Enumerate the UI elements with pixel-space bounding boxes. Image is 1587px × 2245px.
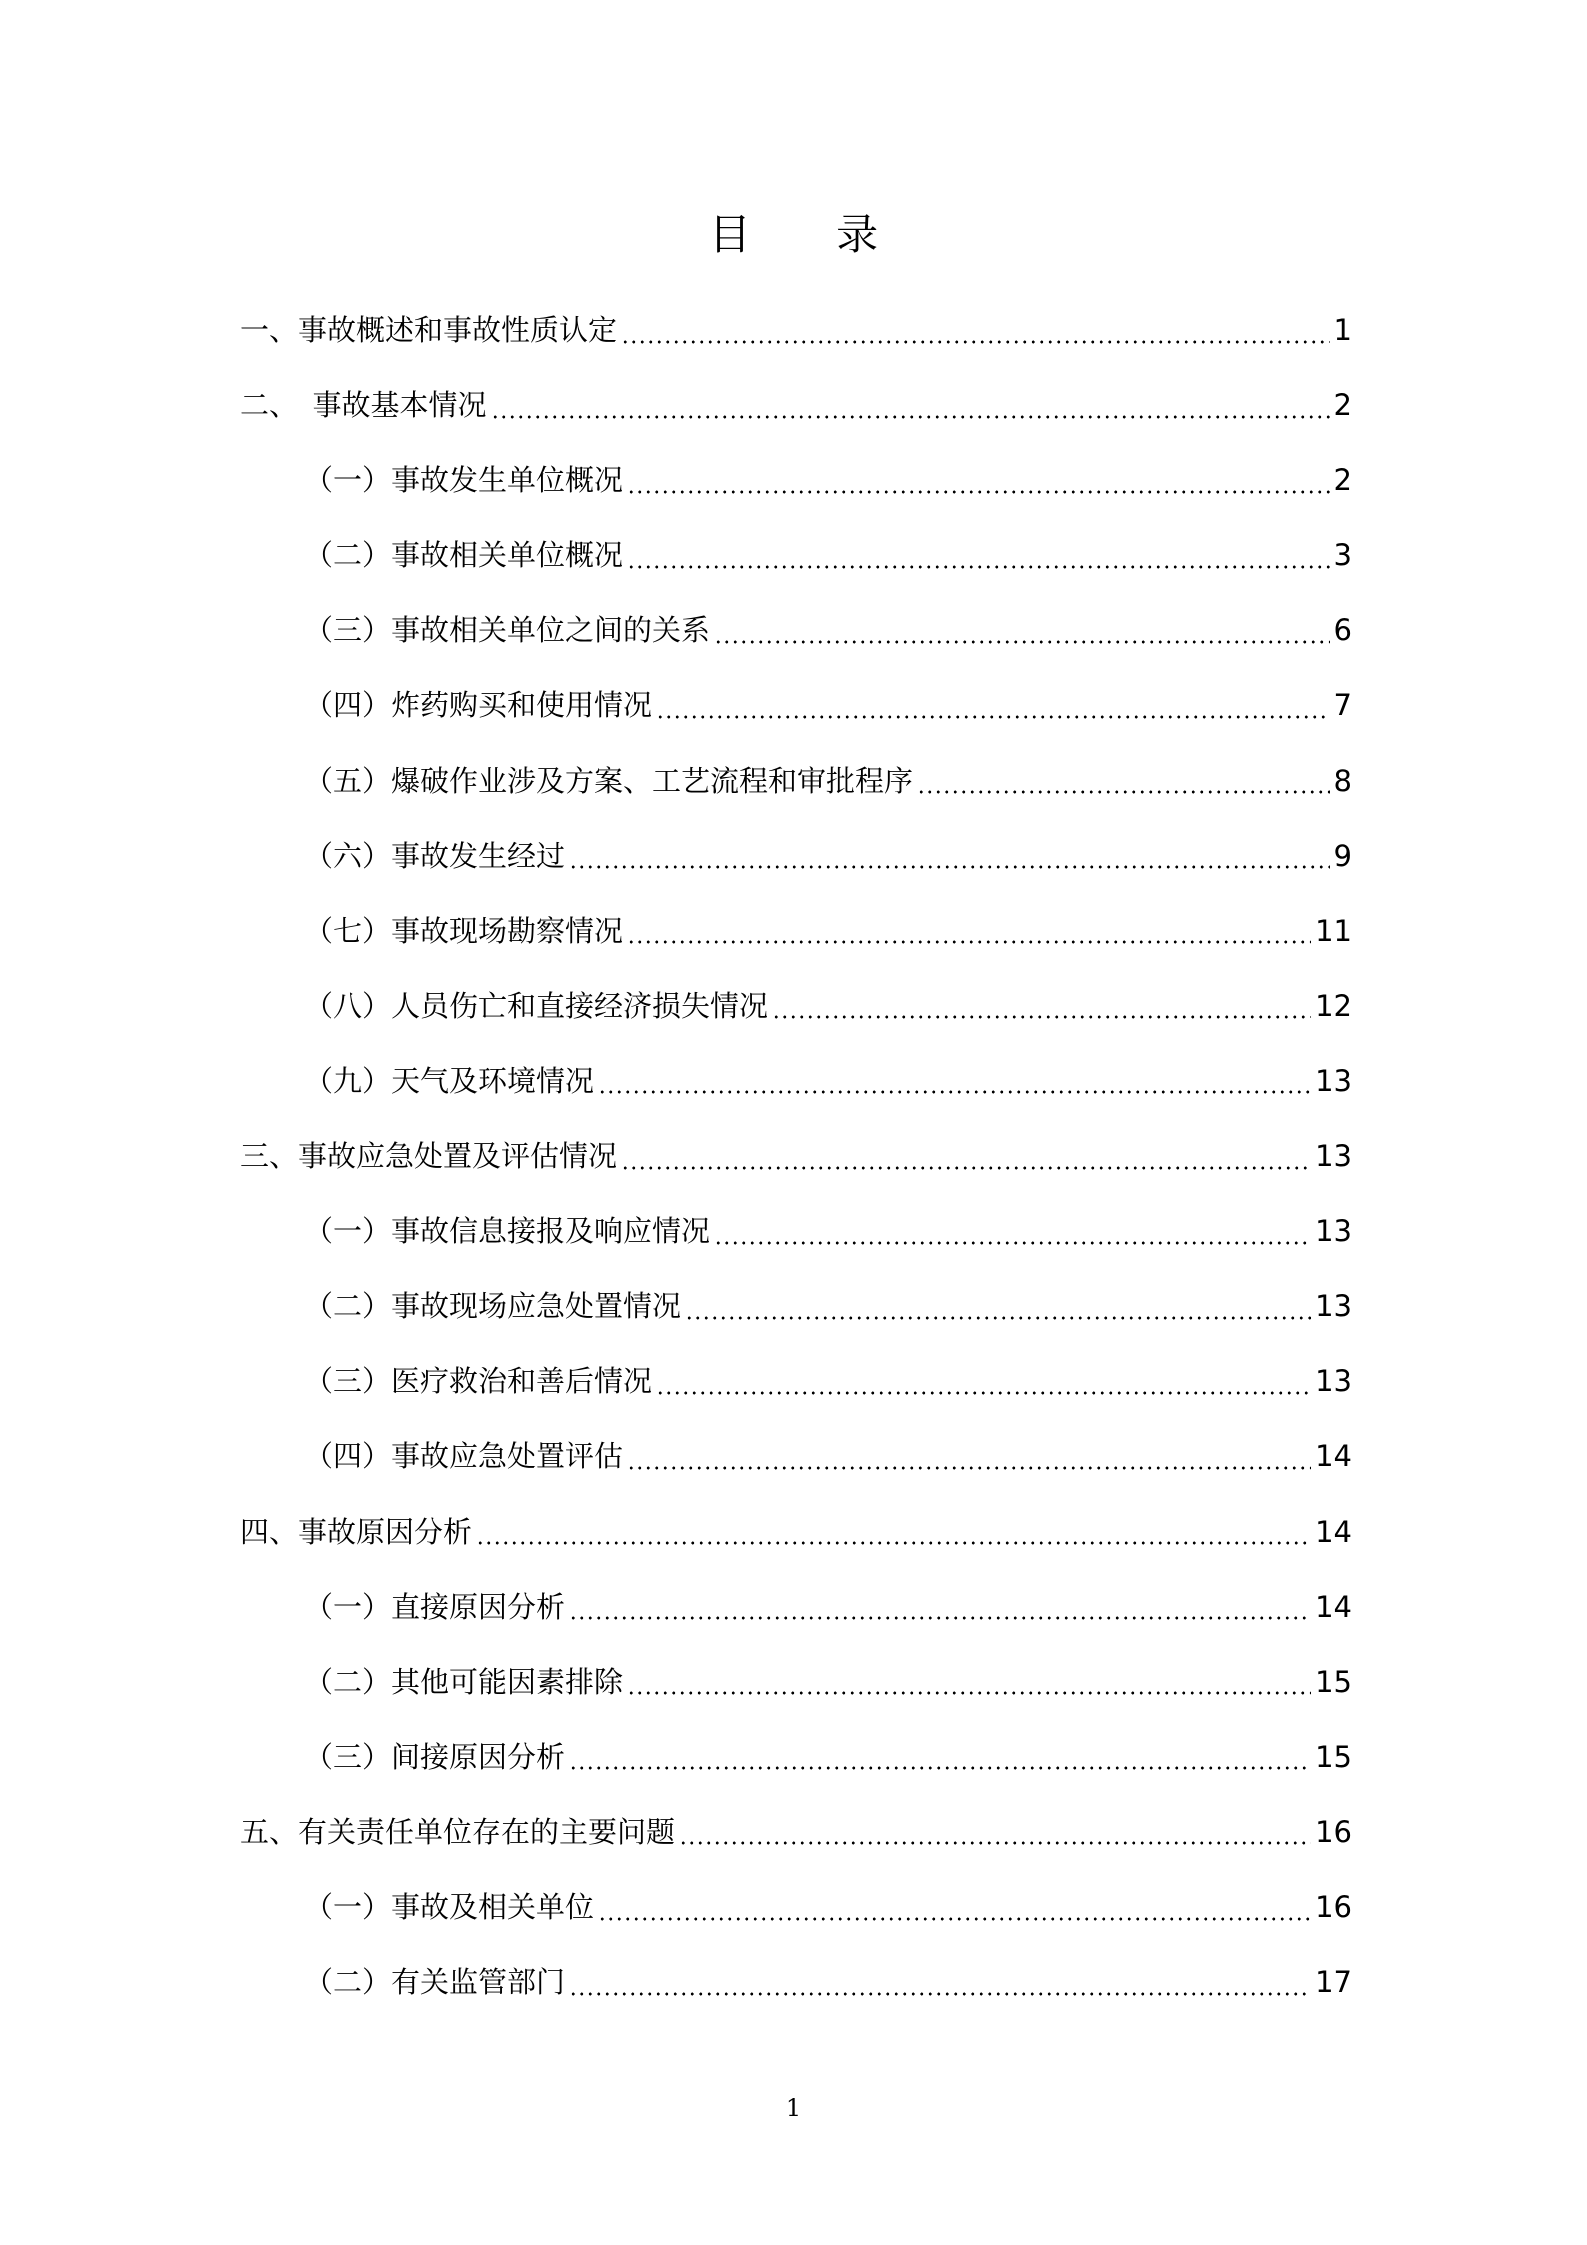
toc-entry[interactable] xyxy=(240,668,1352,743)
toc-dot-leader xyxy=(714,1240,1311,1246)
toc-entry-text: （四）炸药购买和使用情况 xyxy=(304,688,653,723)
toc-dot-leader xyxy=(627,939,1311,945)
toc-entry-page: 1 xyxy=(1333,313,1352,347)
toc-entry-text: （八）人员伤亡和直接经济损失情况 xyxy=(304,988,769,1023)
toc-entry-page: 16 xyxy=(1315,1814,1352,1849)
toc-entry-page: 14 xyxy=(1315,1514,1352,1549)
toc-entry-page: 2 xyxy=(1333,388,1352,423)
toc-entry-text: （三）事故相关单位之间的关系 xyxy=(304,613,711,648)
table-of-contents xyxy=(240,293,1352,2020)
toc-dot-leader xyxy=(627,1465,1311,1471)
toc-entry-page: 15 xyxy=(1315,1664,1352,1699)
toc-entry-text: （一）事故信息接报及响应情况 xyxy=(304,1214,711,1249)
toc-entry-page: 17 xyxy=(1315,1965,1352,2000)
toc-entry-text: （三）医疗救治和善后情况 xyxy=(304,1364,653,1399)
toc-dot-leader xyxy=(714,639,1330,645)
toc-entry[interactable] xyxy=(240,1194,1352,1269)
toc-entry-text: 四、事故原因分析 xyxy=(240,1514,473,1549)
toc-dot-leader xyxy=(627,564,1330,570)
toc-entry-page: 9 xyxy=(1333,838,1352,873)
toc-entry-page: 13 xyxy=(1315,1139,1352,1174)
toc-entry-text: （二）事故现场应急处置情况 xyxy=(304,1289,682,1324)
toc-entry-text: 二、 事故基本情况 xyxy=(240,388,487,423)
toc-entry-page: 13 xyxy=(1315,1063,1352,1098)
toc-entry-text: （二）有关监管部门 xyxy=(304,1965,566,2000)
toc-entry-page: 3 xyxy=(1333,538,1352,573)
toc-entry-page: 11 xyxy=(1315,913,1352,948)
toc-dot-leader xyxy=(656,1390,1311,1396)
toc-entry-text: （五）爆破作业涉及方案、工艺流程和审批程序 xyxy=(304,763,914,798)
toc-dot-leader xyxy=(627,1690,1311,1696)
toc-entry[interactable] xyxy=(240,1495,1352,1570)
toc-entry[interactable] xyxy=(240,969,1352,1044)
toc-dot-leader xyxy=(772,1014,1311,1020)
toc-entry[interactable] xyxy=(240,1044,1352,1119)
toc-entry[interactable] xyxy=(240,1570,1352,1645)
toc-dot-leader xyxy=(476,1540,1311,1546)
toc-entry-text: （六）事故发生经过 xyxy=(304,838,566,873)
toc-dot-leader xyxy=(598,1089,1311,1095)
toc-dot-leader xyxy=(491,414,1330,420)
page-number: 1 xyxy=(785,2094,802,2122)
toc-entry-text: （一）事故及相关单位 xyxy=(304,1889,595,1924)
toc-entry-page: 14 xyxy=(1315,1589,1352,1624)
toc-entry-text: （二）其他可能因素排除 xyxy=(304,1664,624,1699)
toc-entry[interactable] xyxy=(240,1269,1352,1344)
toc-dot-leader xyxy=(598,1916,1311,1922)
toc-entry-page: 15 xyxy=(1315,1739,1352,1774)
toc-entry-page: 16 xyxy=(1315,1889,1352,1924)
toc-entry-page: 6 xyxy=(1333,613,1352,648)
toc-entry[interactable] xyxy=(240,744,1352,819)
toc-entry[interactable] xyxy=(240,894,1352,969)
toc-dot-leader xyxy=(621,339,1330,345)
toc-dot-leader xyxy=(679,1840,1311,1846)
toc-entry-text: （七）事故现场勘察情况 xyxy=(304,913,624,948)
toc-entry[interactable] xyxy=(240,593,1352,668)
toc-entry-page: 7 xyxy=(1333,688,1352,723)
toc-entry[interactable] xyxy=(240,819,1352,894)
toc-entry-text: 一、事故概述和事故性质认定 xyxy=(240,313,618,347)
toc-entry[interactable] xyxy=(240,518,1352,593)
toc-entry[interactable] xyxy=(240,293,1352,368)
toc-dot-leader xyxy=(917,789,1330,795)
toc-entry-text: 五、有关责任单位存在的主要问题 xyxy=(240,1814,676,1849)
toc-entry-page: 13 xyxy=(1315,1364,1352,1399)
toc-entry[interactable] xyxy=(240,1344,1352,1419)
toc-entry-text: （一）直接原因分析 xyxy=(304,1589,566,1624)
toc-entry-text: （二）事故相关单位概况 xyxy=(304,538,624,573)
toc-entry-text: （九）天气及环境情况 xyxy=(304,1063,595,1098)
toc-dot-leader xyxy=(569,864,1330,870)
toc-entry-page: 13 xyxy=(1315,1289,1352,1324)
toc-dot-leader xyxy=(656,714,1330,720)
toc-entry-page: 2 xyxy=(1333,463,1352,498)
toc-entry-text: （三）间接原因分析 xyxy=(304,1739,566,1774)
toc-dot-leader xyxy=(569,1765,1311,1771)
toc-entry-page: 12 xyxy=(1315,988,1352,1023)
toc-entry[interactable] xyxy=(240,1419,1352,1494)
toc-entry-page: 13 xyxy=(1315,1214,1352,1249)
toc-entry[interactable] xyxy=(240,1645,1352,1720)
toc-entry-page: 8 xyxy=(1333,763,1352,798)
toc-entry[interactable] xyxy=(240,443,1352,518)
toc-entry[interactable] xyxy=(240,1870,1352,1945)
toc-entry[interactable] xyxy=(240,1720,1352,1795)
toc-dot-leader xyxy=(621,1165,1311,1171)
toc-entry-text: （四）事故应急处置评估 xyxy=(304,1439,624,1474)
toc-dot-leader xyxy=(627,489,1330,495)
toc-entry[interactable] xyxy=(240,1795,1352,1870)
toc-entry[interactable] xyxy=(240,368,1352,443)
toc-title: 目 录 xyxy=(708,210,915,259)
toc-entry-text: 三、事故应急处置及评估情况 xyxy=(240,1139,618,1174)
toc-dot-leader xyxy=(569,1615,1311,1621)
toc-entry-text: （一）事故发生单位概况 xyxy=(304,463,624,498)
toc-dot-leader xyxy=(569,1991,1311,1997)
toc-entry[interactable] xyxy=(240,1945,1352,2020)
toc-entry[interactable] xyxy=(240,1119,1352,1194)
toc-entry-page: 14 xyxy=(1315,1439,1352,1474)
toc-dot-leader xyxy=(685,1315,1311,1321)
